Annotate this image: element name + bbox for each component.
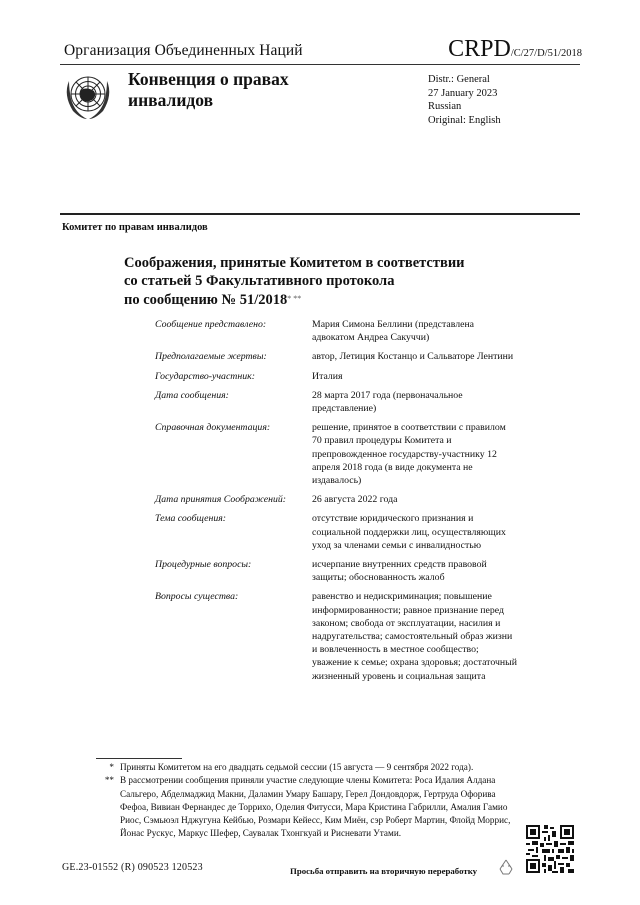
meta-value: 28 марта 2017 года (первоначальное представление) — [312, 389, 463, 415]
footnote-mark: * — [109, 762, 114, 772]
meta-row — [155, 370, 525, 383]
footnote-text: Приняты Комитетом на его двадцать седьмой сессии (15 августа — 9 сентября 2022 года). — [120, 762, 474, 772]
title-line3-text: по сообщению № 51/2018 — [124, 292, 288, 308]
meta-row — [155, 421, 525, 487]
metadata-table — [155, 318, 525, 689]
header-rule — [60, 64, 580, 65]
meta-value: автор, Летиция Костанцо и Сальваторе Лентини — [312, 351, 514, 363]
meta-label: Государство-участник: — [155, 370, 255, 382]
meta-value: исчерпание внутренних средств правовой защиты; обоснованность жалоб — [312, 559, 487, 584]
document-title — [124, 255, 544, 310]
convention-title-line2: инвалидов — [128, 90, 214, 110]
meta-label: Вопросы существа: — [155, 591, 239, 603]
footnote — [96, 761, 516, 774]
symbol-suffix: /C/27/D/51/2018 — [510, 48, 582, 59]
meta-row — [155, 318, 525, 344]
meta-row — [155, 512, 525, 552]
meta-value: равенство и недискриминация; повышение информированности; равное признание перед законом; свобода от эксплуатации, насилия и надругательства; самостоятельный образ жизни и вовлеченность в местное сообщество; уважение к семье; охрана здоровья; достаточный жизненный уровень и социальная защита — [312, 591, 517, 682]
un-emblem-icon — [60, 69, 116, 125]
meta-label: Дата принятия Соображений: — [155, 494, 287, 506]
footnote-rule — [96, 758, 182, 759]
meta-label: Справочная документация: — [155, 422, 271, 434]
meta-value: Мария Симона Беллини (представлена адвокатом Андреа Сакуччи) — [312, 319, 475, 344]
recycle-text: Просьба отправить на вторичную переработку — [290, 866, 478, 876]
meta-label: Тема сообщения: — [155, 513, 227, 525]
document-symbol — [448, 36, 582, 63]
job-number: GE.23-01552 (R) 090523 120523 — [62, 862, 203, 873]
footnote — [96, 774, 516, 840]
meta-label: Процедурные вопросы: — [155, 559, 252, 571]
meta-row — [155, 389, 525, 415]
recycle-icon — [497, 858, 515, 876]
footnote-marks: * ** — [287, 294, 302, 303]
convention-title-line1: Конвенция о правах — [128, 69, 289, 89]
meta-row — [155, 350, 525, 363]
distribution-block — [428, 73, 501, 127]
meta-row — [155, 590, 525, 682]
qr-code-icon — [524, 823, 576, 875]
document-date: 27 January 2023 — [428, 87, 498, 99]
section-rule — [60, 213, 580, 215]
meta-row — [155, 493, 525, 506]
title-line2: со статьей 5 Факультативного протокола — [124, 272, 395, 289]
footnotes — [96, 761, 516, 841]
symbol-main: CRPD — [448, 36, 511, 62]
title-line3 — [124, 290, 544, 310]
committee-name: Комитет по правам инвалидов — [62, 222, 208, 233]
footnote-mark: ** — [104, 775, 114, 786]
meta-label: Предполагаемые жертвы: — [155, 351, 267, 363]
meta-value: 26 августа 2022 года — [312, 494, 398, 506]
title-line1: Соображения, принятые Комитетом в соответствии — [124, 255, 465, 271]
meta-row — [155, 558, 525, 584]
language: Russian — [428, 101, 462, 113]
original-language: Original: English — [428, 114, 501, 126]
meta-value: решение, принятое в соответствии с правилом 70 правил процедуры Комитета и препровожденное государству-участнику 12 апреля 2018 года (в виде документа не издавалось) — [312, 422, 506, 487]
meta-label: Дата сообщения: — [155, 389, 229, 401]
distribution: Distr.: General — [428, 74, 490, 85]
meta-label: Сообщение представлено: — [155, 319, 267, 330]
convention-title — [128, 69, 289, 111]
meta-value: Италия — [312, 370, 343, 382]
organization-name: Организация Объединенных Наций — [64, 42, 303, 59]
meta-value: отсутствие юридического признания и социальной поддержки лиц, осуществляющих уход за членами семьи с инвалидностью — [312, 513, 506, 551]
footnote-text: В рассмотрении сообщения приняли участие следующие члены Комитета: Роса Идалия Алдана Сальгеро, Абделмаджид Макни, Даламин Умару Башару, Герел Дондовдорж, Гертруда Офорива Фефоа, Вивиан Фернандес де Торрихо, Оделия Фитусси, Мара Кристина Габрилли, Амалия Гамио Риос, Сэмьюэл Нджугуна Кейбью, Розмари Кейесс, Ким Миён, сэр Роберт Мартин, Флойд Моррис, Йонас Рускус, Маркус Шефер, Саувалак Тхонгкуай и Рисневати Утами. — [120, 775, 511, 839]
